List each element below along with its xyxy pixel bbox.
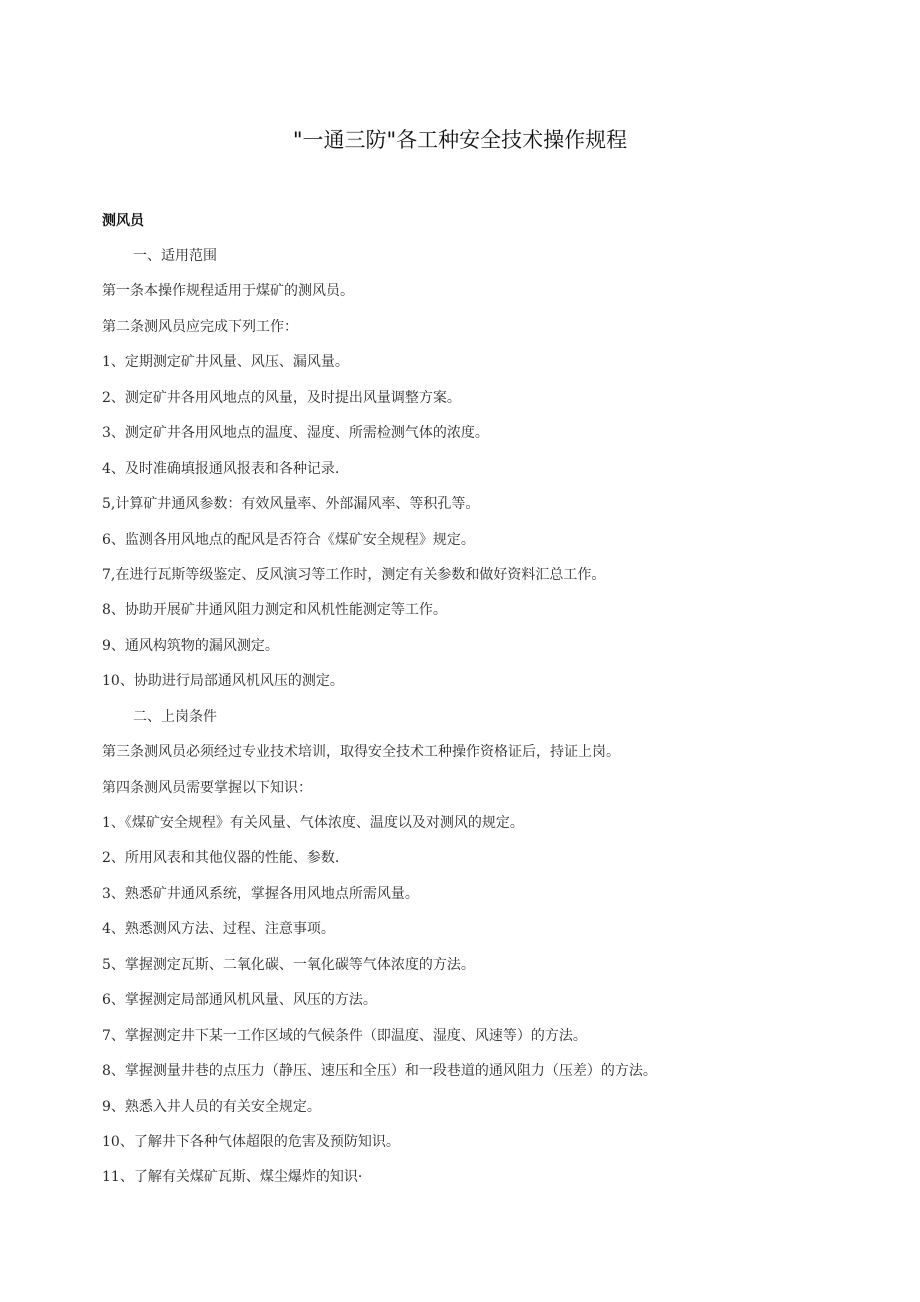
list-item: 10、协助进行局部通风机风压的测定。 xyxy=(102,673,344,690)
list-item: 1、《煤矿安全规程》有关风量、气体浓度、温度以及对测风的规定。 xyxy=(102,815,524,831)
paragraph-line: 第三条测风员必须经过专业技术培训，取得安全技术工种操作资格证后，持证上岗。 xyxy=(102,744,620,761)
list-item: 7、掌握测定井下某一工作区域的气候条件（即温度、湿度、风速等）的方法。 xyxy=(102,1027,587,1044)
list-item: 3、熟悉矿井通风系统，掌握各用风地点所需风量。 xyxy=(102,885,419,902)
list-item: 7,在进行瓦斯等级鉴定、反风演习等工作时，测定有关参数和做好资料汇总工作。 xyxy=(102,566,606,583)
list-item: 4、熟悉测风方法、过程、注意事项。 xyxy=(102,921,335,938)
list-item: 6、掌握测定局部通风机风量、风压的方法。 xyxy=(102,992,377,1009)
list-item: 11、了解有关煤矿瓦斯、煤尘爆炸的知识· xyxy=(102,1169,363,1186)
list-item: 8、掌握测量井巷的点压力（静压、速压和全压）和一段巷道的通风阻力（压差）的方法。 xyxy=(102,1063,657,1080)
list-item: 2、测定矿井各用风地点的风量，及时提出风量调整方案。 xyxy=(102,389,461,406)
document-title: "一通三防"各工种安全技术操作规程 xyxy=(292,128,628,152)
list-item: 2、所用风表和其他仪器的性能、参数. xyxy=(102,850,340,867)
paragraph-line: 第一条本操作规程适用于煤矿的测风员。 xyxy=(102,283,354,300)
list-item: 1、定期测定矿井风量、风压、漏风量。 xyxy=(102,354,349,371)
section-heading: 测风员 xyxy=(102,213,144,229)
paragraph-line: 第四条测风员需要掌握以下知识： xyxy=(102,779,312,796)
list-item: 3、测定矿井各用风地点的温度、湿度、所需检测气体的浓度。 xyxy=(102,425,489,442)
paragraph-line: 第二条测风员应完成下列工作： xyxy=(102,318,298,335)
list-item: 10、了解井下各种气体超限的危害及预防知识。 xyxy=(102,1133,400,1150)
list-item: 5、掌握测定瓦斯、二氧化碳、一氧化碳等气体浓度的方法。 xyxy=(102,956,475,973)
list-item: 9、通风构筑物的漏风测定。 xyxy=(102,637,279,654)
list-item: 8、协助开展矿井通风阻力测定和风机性能测定等工作。 xyxy=(102,602,447,619)
document-body xyxy=(102,245,822,1202)
list-item: 6、监测各用风地点的配风是否符合《煤矿安全规程》规定。 xyxy=(102,531,475,548)
list-item: 9、熟悉入井人员的有关安全规定。 xyxy=(102,1098,321,1115)
subsection-heading: 二、上岗条件 xyxy=(133,708,217,725)
subsection-heading: 一、适用范围 xyxy=(133,248,217,264)
list-item: 4、及时准确填报通风报表和各种记录. xyxy=(102,460,340,477)
list-item: 5,计算矿井通风参数：有效风量率、外部漏风率、等积孔等。 xyxy=(102,496,480,513)
